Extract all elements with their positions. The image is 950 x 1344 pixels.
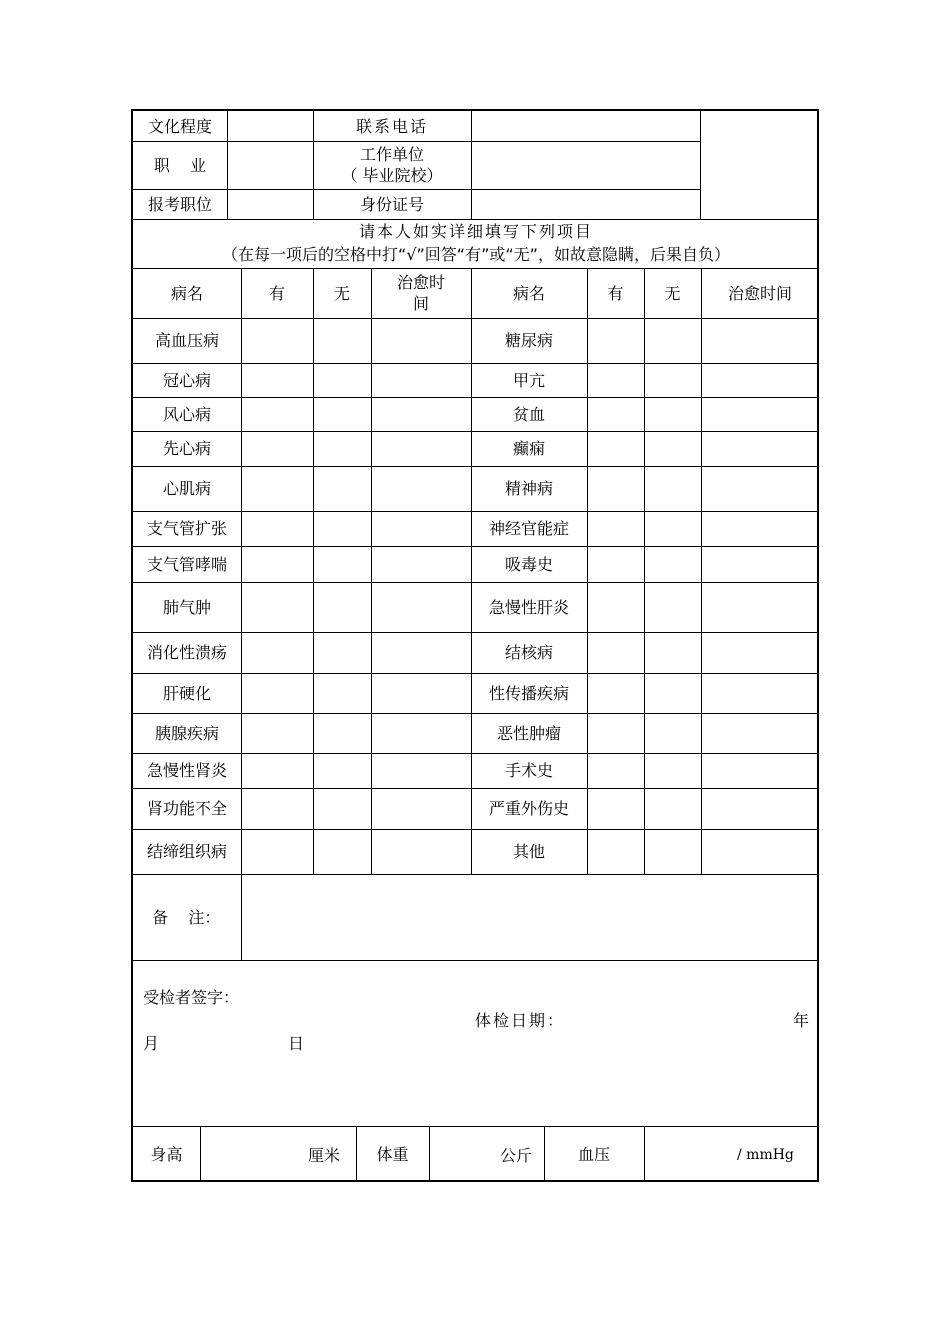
disease-name-right: 甲亢 bbox=[512, 370, 545, 390]
left-cure-time-checkbox-cell[interactable] bbox=[371, 788, 471, 829]
right-yes-checkbox-cell[interactable] bbox=[587, 582, 644, 632]
grid-line bbox=[133, 219, 819, 220]
disease-name-left: 风心病 bbox=[162, 404, 211, 424]
disease-name-right: 结核病 bbox=[504, 643, 553, 662]
id-number-label: 身份证号 bbox=[359, 194, 424, 214]
disease-name-right: 其他 bbox=[512, 842, 545, 861]
right-no-checkbox-cell[interactable] bbox=[644, 753, 701, 788]
right-cure-time-checkbox-cell[interactable] bbox=[701, 673, 819, 713]
right-cure-time-checkbox-cell[interactable] bbox=[701, 582, 819, 632]
phone-field[interactable] bbox=[471, 111, 700, 141]
right-no-checkbox-cell[interactable] bbox=[644, 546, 701, 582]
left-cure-time-checkbox-cell[interactable] bbox=[371, 466, 471, 511]
left-no-checkbox-cell[interactable] bbox=[313, 431, 371, 466]
right-yes-checkbox-cell[interactable] bbox=[587, 673, 644, 713]
left-yes-checkbox-cell[interactable] bbox=[241, 511, 313, 546]
disease-name-right: 糖尿病 bbox=[504, 331, 553, 350]
right-yes-checkbox-cell[interactable] bbox=[587, 511, 644, 546]
disease-name-left: 心肌病 bbox=[162, 479, 211, 498]
right-yes-checkbox-cell[interactable] bbox=[587, 318, 644, 363]
disease-name-left: 胰腺疾病 bbox=[154, 723, 219, 743]
instruction-line-2: （在每一项后的空格中打“√”回答“有”或“无”，如故意隐瞒，后果自负） bbox=[222, 245, 730, 264]
exam-date-day-label: 日 bbox=[288, 1034, 305, 1053]
disease-name-left: 高血压病 bbox=[154, 331, 219, 350]
header-cure-time-left-line1: 治愈时 bbox=[396, 273, 445, 292]
disease-name-right: 吸毒史 bbox=[504, 554, 553, 574]
disease-name-left: 肺气肿 bbox=[162, 597, 211, 617]
right-no-checkbox-cell[interactable] bbox=[644, 431, 701, 466]
disease-name-left: 肾功能不全 bbox=[146, 799, 227, 818]
disease-name-left: 结缔组织病 bbox=[146, 842, 227, 861]
instruction-line-1: 请本人如实详细填写下列项目 bbox=[358, 222, 593, 241]
left-no-checkbox-cell[interactable] bbox=[313, 466, 371, 511]
disease-name-right: 恶性肿瘤 bbox=[496, 723, 561, 743]
photo-box[interactable] bbox=[700, 111, 819, 219]
left-cure-time-checkbox-cell[interactable] bbox=[371, 673, 471, 713]
disease-name-left: 支气管哮喘 bbox=[146, 554, 227, 574]
left-yes-checkbox-cell[interactable] bbox=[241, 582, 313, 632]
right-yes-checkbox-cell[interactable] bbox=[587, 788, 644, 829]
right-yes-checkbox-cell[interactable] bbox=[587, 753, 644, 788]
work-unit-label-line1: 工作单位 bbox=[359, 145, 424, 164]
left-no-checkbox-cell[interactable] bbox=[313, 582, 371, 632]
right-yes-checkbox-cell[interactable] bbox=[587, 829, 644, 874]
weight-label: 体重 bbox=[376, 1144, 409, 1164]
left-yes-checkbox-cell[interactable] bbox=[241, 829, 313, 874]
exam-date-month-label: 月 bbox=[143, 1034, 160, 1053]
header-disease-left: 病名 bbox=[170, 283, 203, 303]
left-cure-time-checkbox-cell[interactable] bbox=[371, 318, 471, 363]
disease-name-right: 神经官能症 bbox=[488, 519, 569, 538]
left-yes-checkbox-cell[interactable] bbox=[241, 466, 313, 511]
left-yes-checkbox-cell[interactable] bbox=[241, 788, 313, 829]
height-label: 身高 bbox=[150, 1144, 183, 1164]
right-cure-time-checkbox-cell[interactable] bbox=[701, 753, 819, 788]
left-cure-time-checkbox-cell[interactable] bbox=[371, 713, 471, 753]
left-cure-time-checkbox-cell[interactable] bbox=[371, 632, 471, 673]
left-no-checkbox-cell[interactable] bbox=[313, 363, 371, 397]
right-no-checkbox-cell[interactable] bbox=[644, 788, 701, 829]
left-cure-time-checkbox-cell[interactable] bbox=[371, 363, 471, 397]
remarks-label: 备 注： bbox=[152, 908, 221, 927]
disease-name-right: 贫血 bbox=[512, 404, 545, 424]
right-no-checkbox-cell[interactable] bbox=[644, 632, 701, 673]
work-unit-label-line2: （ 毕业院校） bbox=[341, 166, 443, 185]
health-declaration-form bbox=[131, 109, 819, 1182]
header-disease-right: 病名 bbox=[512, 283, 545, 303]
header-no-left: 无 bbox=[333, 283, 350, 303]
left-yes-checkbox-cell[interactable] bbox=[241, 318, 313, 363]
left-yes-checkbox-cell[interactable] bbox=[241, 431, 313, 466]
disease-name-right: 手术史 bbox=[504, 761, 553, 780]
header-cure-time-right: 治愈时间 bbox=[727, 283, 792, 303]
right-cure-time-checkbox-cell[interactable] bbox=[701, 511, 819, 546]
left-no-checkbox-cell[interactable] bbox=[313, 397, 371, 431]
right-cure-time-checkbox-cell[interactable] bbox=[701, 829, 819, 874]
left-no-checkbox-cell[interactable] bbox=[313, 673, 371, 713]
left-no-checkbox-cell[interactable] bbox=[313, 829, 371, 874]
phone-label: 联系电话 bbox=[355, 116, 428, 136]
blood-pressure-unit: / mmHg bbox=[737, 1147, 794, 1163]
exam-date-year-label: 年 bbox=[793, 1011, 810, 1030]
left-cure-time-checkbox-cell[interactable] bbox=[371, 829, 471, 874]
left-cure-time-checkbox-cell[interactable] bbox=[371, 511, 471, 546]
left-cure-time-checkbox-cell[interactable] bbox=[371, 582, 471, 632]
right-yes-checkbox-cell[interactable] bbox=[587, 397, 644, 431]
left-yes-checkbox-cell[interactable] bbox=[241, 632, 313, 673]
exam-date-label: 体检日期： bbox=[475, 1011, 566, 1030]
header-no-right: 无 bbox=[664, 283, 681, 303]
examinee-signature-field[interactable] bbox=[253, 977, 453, 1007]
right-cure-time-checkbox-cell[interactable] bbox=[701, 431, 819, 466]
right-no-checkbox-cell[interactable] bbox=[644, 713, 701, 753]
right-cure-time-checkbox-cell[interactable] bbox=[701, 632, 819, 673]
grid-line bbox=[133, 960, 819, 961]
disease-name-left: 急慢性肾炎 bbox=[146, 761, 227, 780]
right-no-checkbox-cell[interactable] bbox=[644, 318, 701, 363]
disease-name-right: 性传播疾病 bbox=[488, 683, 569, 703]
left-no-checkbox-cell[interactable] bbox=[313, 788, 371, 829]
left-no-checkbox-cell[interactable] bbox=[313, 318, 371, 363]
weight-unit: 公斤 bbox=[500, 1146, 533, 1165]
occupation-label: 职 业 bbox=[153, 155, 207, 175]
position-field[interactable] bbox=[227, 189, 313, 219]
right-yes-checkbox-cell[interactable] bbox=[587, 632, 644, 673]
right-no-checkbox-cell[interactable] bbox=[644, 363, 701, 397]
left-cure-time-checkbox-cell[interactable] bbox=[371, 753, 471, 788]
education-label: 文化程度 bbox=[147, 116, 212, 136]
right-no-checkbox-cell[interactable] bbox=[644, 397, 701, 431]
right-cure-time-checkbox-cell[interactable] bbox=[701, 788, 819, 829]
left-cure-time-checkbox-cell[interactable] bbox=[371, 397, 471, 431]
left-no-checkbox-cell[interactable] bbox=[313, 546, 371, 582]
header-cure-time-left bbox=[371, 268, 471, 318]
height-field[interactable] bbox=[201, 1127, 311, 1182]
right-cure-time-checkbox-cell[interactable] bbox=[701, 713, 819, 753]
left-yes-checkbox-cell[interactable] bbox=[241, 753, 313, 788]
right-cure-time-checkbox-cell[interactable] bbox=[701, 318, 819, 363]
right-yes-checkbox-cell[interactable] bbox=[587, 713, 644, 753]
blood-pressure-label: 血压 bbox=[577, 1144, 610, 1164]
right-cure-time-checkbox-cell[interactable] bbox=[701, 546, 819, 582]
right-yes-checkbox-cell[interactable] bbox=[587, 546, 644, 582]
disease-name-left: 肝硬化 bbox=[162, 683, 211, 703]
disease-name-right: 严重外伤史 bbox=[488, 799, 569, 818]
remarks-field[interactable] bbox=[242, 875, 819, 960]
right-yes-checkbox-cell[interactable] bbox=[587, 431, 644, 466]
left-cure-time-checkbox-cell[interactable] bbox=[371, 546, 471, 582]
right-no-checkbox-cell[interactable] bbox=[644, 829, 701, 874]
left-yes-checkbox-cell[interactable] bbox=[241, 363, 313, 397]
left-cure-time-checkbox-cell[interactable] bbox=[371, 431, 471, 466]
position-label: 报考职位 bbox=[147, 194, 212, 214]
right-yes-checkbox-cell[interactable] bbox=[587, 363, 644, 397]
examinee-signature-label: 受检者签字： bbox=[143, 988, 240, 1007]
disease-name-right: 癫痫 bbox=[512, 439, 545, 458]
right-no-checkbox-cell[interactable] bbox=[644, 673, 701, 713]
left-no-checkbox-cell[interactable] bbox=[313, 632, 371, 673]
disease-name-left: 先心病 bbox=[162, 439, 211, 458]
right-cure-time-checkbox-cell[interactable] bbox=[701, 466, 819, 511]
left-yes-checkbox-cell[interactable] bbox=[241, 397, 313, 431]
left-no-checkbox-cell[interactable] bbox=[313, 511, 371, 546]
right-yes-checkbox-cell[interactable] bbox=[587, 466, 644, 511]
disease-name-left: 支气管扩张 bbox=[146, 519, 227, 538]
right-no-checkbox-cell[interactable] bbox=[644, 466, 701, 511]
header-yes-right: 有 bbox=[607, 283, 624, 303]
work-unit-field[interactable] bbox=[471, 141, 700, 189]
occupation-field[interactable] bbox=[227, 141, 313, 189]
education-field[interactable] bbox=[227, 111, 313, 141]
header-yes-left: 有 bbox=[268, 283, 285, 303]
disease-name-right: 精神病 bbox=[504, 479, 553, 498]
left-yes-checkbox-cell[interactable] bbox=[241, 713, 313, 753]
header-cure-time-left-line2: 间 bbox=[412, 294, 429, 313]
weight-field[interactable] bbox=[430, 1127, 498, 1182]
disease-name-left: 冠心病 bbox=[162, 370, 211, 390]
right-cure-time-checkbox-cell[interactable] bbox=[701, 397, 819, 431]
disease-name-left: 消化性溃疡 bbox=[146, 643, 227, 662]
left-yes-checkbox-cell[interactable] bbox=[241, 673, 313, 713]
disease-name-right: 急慢性肝炎 bbox=[488, 597, 569, 617]
right-cure-time-checkbox-cell[interactable] bbox=[701, 363, 819, 397]
blood-pressure-field[interactable] bbox=[645, 1127, 725, 1182]
left-yes-checkbox-cell[interactable] bbox=[241, 546, 313, 582]
work-unit-label bbox=[313, 141, 471, 189]
right-no-checkbox-cell[interactable] bbox=[644, 582, 701, 632]
left-no-checkbox-cell[interactable] bbox=[313, 713, 371, 753]
height-unit: 厘米 bbox=[308, 1146, 341, 1165]
right-no-checkbox-cell[interactable] bbox=[644, 511, 701, 546]
id-number-field[interactable] bbox=[471, 189, 700, 219]
left-no-checkbox-cell[interactable] bbox=[313, 753, 371, 788]
